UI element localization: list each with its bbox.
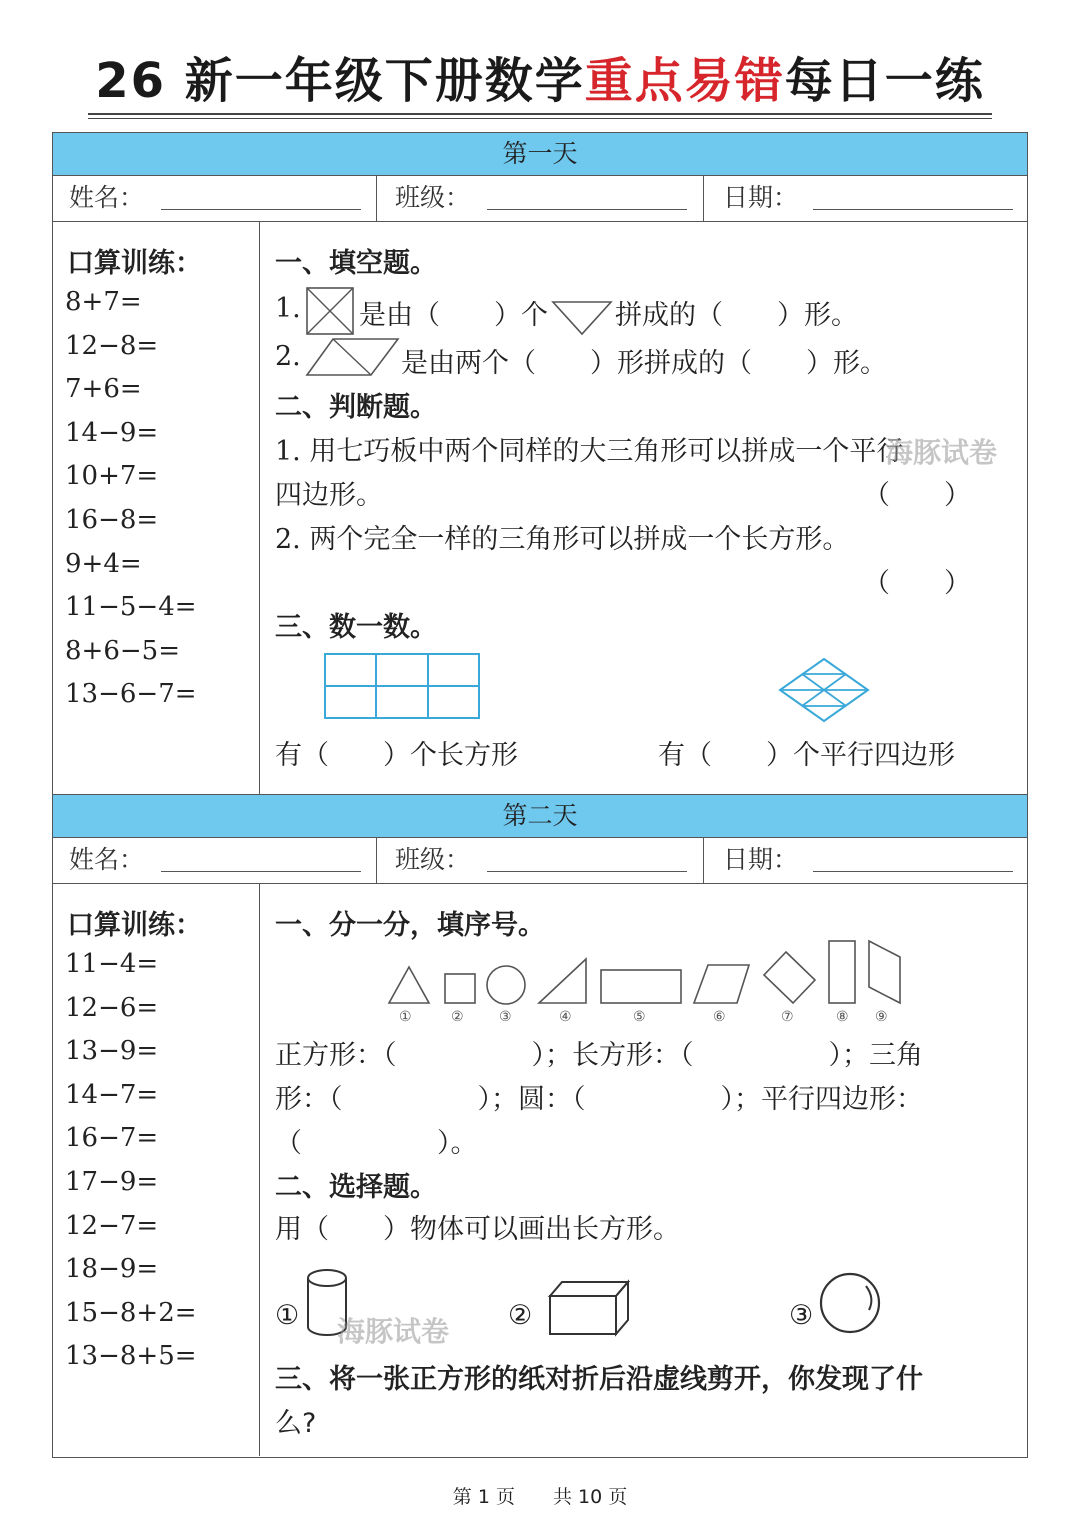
oral-item: 12−8= (65, 331, 159, 361)
shapes-row (383, 937, 909, 1009)
shape-number: ④ (559, 1009, 572, 1025)
class-blank[interactable] (487, 209, 687, 210)
divider (376, 837, 377, 883)
section-count-title: 三、数一数。 (275, 612, 437, 643)
name-blank[interactable] (161, 871, 361, 872)
parallelogram-shape (694, 965, 749, 1003)
shape-number: ⑧ (836, 1009, 849, 1025)
oral-item: 14−7= (65, 1080, 159, 1110)
section-choice-title: 二、选择题。 (275, 1172, 437, 1203)
section-judge-title: 二、判断题。 (275, 392, 437, 423)
oral-title: 口算训练： (67, 248, 202, 279)
oral-item: 16−7= (65, 1123, 159, 1153)
class-label: 班级： (395, 845, 471, 874)
question-text: 是由两个（ ）形拼成的（ ）形。 (401, 348, 887, 379)
option-number[interactable]: ③ (789, 1300, 814, 1331)
title-highlight: 重点易错 (584, 53, 785, 109)
oral-item: 9+4= (65, 549, 142, 579)
day2-info-row (53, 837, 1027, 884)
oral-item: 13−6−7= (65, 679, 197, 709)
watermark: 海豚试卷 (337, 1315, 450, 1348)
count-answer-rectangles[interactable]: 有（ ）个长方形 (275, 740, 518, 771)
date-blank[interactable] (813, 209, 1013, 210)
oral-item: 7+6= (65, 374, 142, 404)
shape-number: ① (399, 1009, 412, 1025)
oral-item: 12−6= (65, 993, 159, 1023)
title-part3: 每日一练 (784, 53, 985, 109)
sort-answer-line[interactable]: 形：（ ）；圆：（ ）；平行四边形： (275, 1084, 923, 1115)
option-number[interactable]: ① (275, 1300, 300, 1331)
question-text: 是由（ ）个 (359, 300, 548, 331)
day1-panel (52, 132, 1028, 795)
shape-number: ⑤ (633, 1009, 646, 1025)
name-blank[interactable] (161, 209, 361, 210)
page-footer: 第 1 页 共 10 页 (452, 1486, 628, 1508)
judge-question: 四边形。 (275, 480, 383, 511)
judge-question: 1. 用七巧板中两个同样的大三角形可以拼成一个平行 (275, 436, 904, 467)
day2-panel (52, 795, 1028, 1458)
triangle-icon (551, 299, 613, 337)
judge-question: 2. 两个完全一样的三角形可以拼成一个长方形。 (275, 524, 850, 555)
day1-info-row (53, 175, 1027, 222)
section-fold-title-cont: 么? (275, 1408, 317, 1439)
date-label: 日期： (723, 183, 799, 212)
shape-number: ③ (499, 1009, 512, 1025)
sphere-icon (817, 1270, 883, 1336)
right-triangle-shape (539, 959, 586, 1003)
class-label: 班级： (395, 183, 471, 212)
divider (376, 175, 377, 221)
square-with-diagonals-icon (305, 286, 355, 336)
answer-paren[interactable]: （ ） (863, 480, 971, 511)
day2-oral-column (53, 883, 260, 1456)
shape-number: ⑥ (713, 1009, 726, 1025)
name-label: 姓名： (69, 845, 145, 874)
title-part1: 26 新一年级下册数学 (95, 53, 585, 109)
oral-item: 8+7= (65, 287, 142, 317)
rotated-square-shape (764, 952, 815, 1003)
shape-numbers (399, 1009, 919, 1031)
rectangle-shape (601, 970, 681, 1003)
class-blank[interactable] (487, 871, 687, 872)
date-blank[interactable] (813, 871, 1013, 872)
rectangle-grid-figure (323, 652, 483, 720)
rhombus-figure (777, 656, 871, 724)
page-title (0, 50, 1080, 112)
oral-item: 15−8+2= (65, 1298, 197, 1328)
oral-item: 13−8+5= (65, 1341, 197, 1371)
triangle-shape (389, 967, 429, 1003)
shape-number: ② (451, 1009, 464, 1025)
divider (703, 175, 704, 221)
tall-rectangle-shape (829, 941, 855, 1003)
section-sort-title: 一、分一分，填序号。 (275, 910, 545, 941)
divider (703, 837, 704, 883)
name-label: 姓名： (69, 183, 145, 212)
watermark: 海豚试卷 (885, 436, 998, 469)
oral-item: 13−9= (65, 1036, 159, 1066)
oral-item: 14−9= (65, 418, 159, 448)
tall-parallelogram-shape (869, 941, 900, 1003)
count-answer-parallelograms[interactable]: 有（ ）个平行四边形 (658, 740, 955, 771)
section-fold-title: 三、将一张正方形的纸对折后沿虚线剪开，你发现了什 (275, 1364, 923, 1395)
oral-title: 口算训练： (67, 910, 202, 941)
oral-item: 12−7= (65, 1211, 159, 1241)
cuboid-icon (546, 1278, 632, 1338)
sort-answer-line[interactable]: 正方形：（ ）；长方形：（ ）；三角 (275, 1040, 923, 1071)
date-label: 日期： (723, 845, 799, 874)
choice-question[interactable]: 用（ ）物体可以画出长方形。 (275, 1214, 680, 1245)
answer-paren[interactable]: （ ） (863, 568, 971, 599)
shape-number: ⑨ (875, 1009, 888, 1025)
option-number[interactable]: ② (508, 1300, 533, 1331)
oral-item: 16−8= (65, 505, 159, 535)
day2-header: 第二天 (53, 795, 1027, 838)
oral-item: 17−9= (65, 1167, 159, 1197)
section-fill-title: 一、填空题。 (275, 248, 437, 279)
day1-oral-column (53, 221, 260, 794)
circle-shape (487, 966, 525, 1004)
oral-item: 11−5−4= (65, 592, 197, 622)
question-number: 1. (275, 293, 301, 324)
day1-header: 第一天 (53, 133, 1027, 176)
question-number: 2. (275, 341, 301, 372)
sort-answer-line[interactable]: （ ）。 (275, 1128, 478, 1159)
title-underline-thin (88, 118, 992, 119)
oral-item: 18−9= (65, 1254, 159, 1284)
square-shape (445, 974, 475, 1003)
parallelogram-icon (305, 336, 401, 378)
oral-item: 11−4= (65, 949, 159, 979)
shape-number: ⑦ (781, 1009, 794, 1025)
title-underline (88, 113, 992, 115)
question-text: 拼成的（ ）形。 (615, 300, 858, 331)
oral-item: 8+6−5= (65, 636, 180, 666)
oral-item: 10+7= (65, 461, 159, 491)
